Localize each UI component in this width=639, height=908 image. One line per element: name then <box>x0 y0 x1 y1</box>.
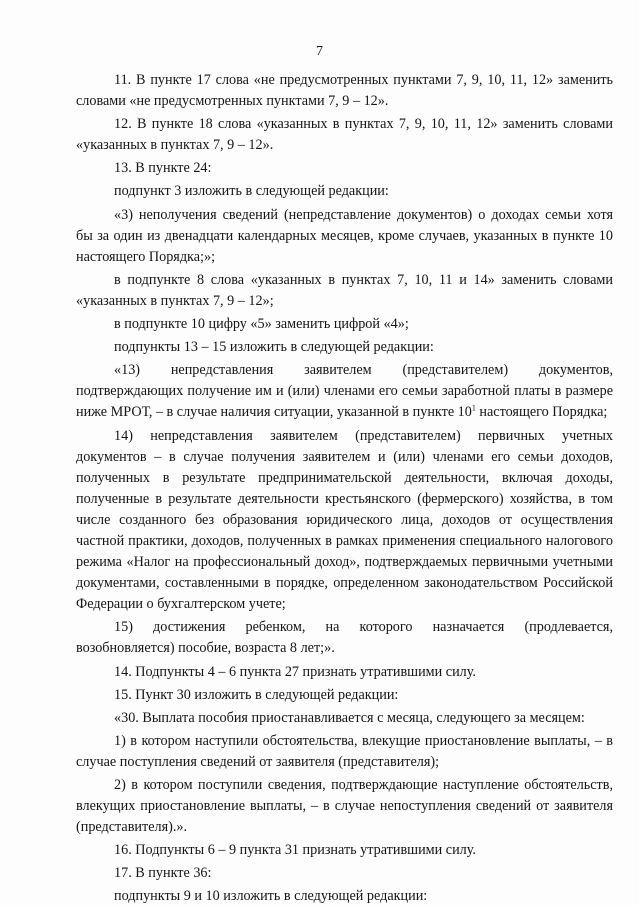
paragraph-13: 13. В пункте 24: <box>114 160 212 177</box>
paragraph-quote-13-tail: настоящего Порядка; <box>475 404 608 421</box>
document-body <box>76 70 613 908</box>
paragraph-subpoints-9-10: подпункты 9 и 10 изложить в следующей редакции: <box>114 888 428 905</box>
paragraph-quote-30: «30. Выплата пособия приостанавливается с месяца, следующего за месяцем: <box>114 709 585 726</box>
paragraph-15: 15. Пункт 30 изложить в следующей редакции: <box>114 686 399 703</box>
paragraph-subpoints-13-15: подпункты 13 – 15 изложить в следующей редакции: <box>114 339 434 356</box>
paragraph-quote-14: 14) непредставления заявителем (представителем) первичных учетных документов – в случае получения заявителем и (или) членами его семьи доходов, полученных в результате предпринимательской деятельности, включая доходы, полученные в результате деятельности крестьянского (фермерского) хозяйства, в том числе созданного без образования юридического лица, доходов от осуществления частной практики, доходов, полученных в рамках применения специального налогового режима «Налог на профессиональный доход», подтверждаемых первичными учетными документами, составленными в порядке, определенном законодательством Российской Федерации о бухгалтерском учете; <box>76 427 613 613</box>
paragraph-16: 16. Подпункты 6 – 9 пункта 31 признать утратившими силу. <box>114 842 476 859</box>
paragraph-quote-30-1: 1) в котором наступили обстоятельства, влекущие приостановление выплаты, – в случае поступления сведений от заявителя (представителя); <box>76 732 613 770</box>
paragraph-17: 17. В пункте 36: <box>114 865 212 882</box>
paragraph-quote-13-text: «13) непредставления заявителем (представителем) документов, подтверждающих получение им и (или) членами его семьи заработной платы в размере ниже МРОТ, – в случае наличия ситуации, указанной в пункте 10 <box>76 362 613 421</box>
page-number: 7 <box>316 44 323 59</box>
paragraph-14: 14. Подпункты 4 – 6 пункта 27 признать утратившими силу. <box>114 663 476 680</box>
superscript: 1 <box>471 403 476 413</box>
paragraph-12: 12. В пункте 18 слова «указанных в пунктах 7, 9, 10, 11, 12» заменить словами «указанных в пунктах 7, 9 – 12». <box>76 116 613 154</box>
paragraph-quote-13 <box>76 360 613 423</box>
paragraph-quote-30-2: 2) в котором поступили сведения, подтверждающие наступление обстоятельств, влекущих приостановление выплаты, – в случае непоступления сведений от заявителя (представителя).». <box>76 777 613 836</box>
paragraph-subpoint-3: подпункт 3 изложить в следующей редакции: <box>114 183 389 200</box>
paragraph-quote-3: «3) неполучения сведений (непредставление документов) о доходах семьи хотя бы за один из двенадцати календарных месяцев, кроме случаев, указанных в пункте 10 настоящего Порядка;»; <box>76 206 613 265</box>
paragraph-quote-15: 15) достижения ребенком, на которого назначается (продлевается, возобновляется) пособие, возраста 8 лет;». <box>76 619 613 657</box>
paragraph-subpoint-10: в подпункте 10 цифру «5» заменить цифрой «4»; <box>114 316 409 333</box>
paragraph-subpoint-8: в подпункте 8 слова «указанных в пунктах 7, 10, 11 и 14» заменить словами «указанных в пунктах 7, 9 – 12»; <box>76 271 613 309</box>
paragraph-11: 11. В пункте 17 слова «не предусмотренных пунктами 7, 9, 10, 11, 12» заменить словами «не предусмотренных пунктами 7, 9 – 12». <box>76 72 613 110</box>
